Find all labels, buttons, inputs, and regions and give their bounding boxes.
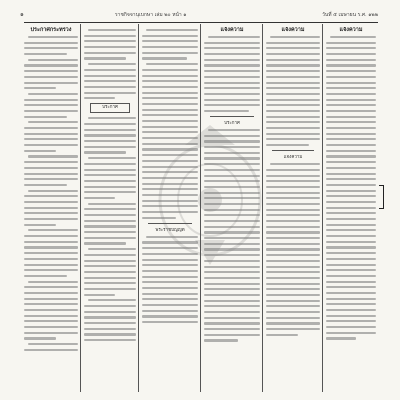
column-6 <box>326 27 376 387</box>
column-body <box>204 129 260 342</box>
column-body <box>142 29 198 219</box>
section-divider <box>272 150 314 151</box>
column-3 <box>142 27 198 387</box>
section-heading: แจ้งความ <box>283 155 303 161</box>
column-heading: แจ้งความ <box>339 27 363 33</box>
masthead-date: วันที่ ๕ เมษายน ร.ศ. ๑๒๒ <box>322 12 378 18</box>
column-body <box>142 236 198 323</box>
column-2 <box>84 27 136 387</box>
section-divider <box>210 116 254 117</box>
section-heading: ประกาศ <box>102 105 118 111</box>
section-heading: ประกาศ <box>224 121 240 127</box>
column-body <box>266 163 320 336</box>
column-heading: แจ้งความ <box>220 27 244 33</box>
section-heading: พระราชบัญญัติ <box>155 227 185 233</box>
column-1 <box>24 27 78 387</box>
column-4 <box>204 27 260 387</box>
column-separator <box>322 24 323 392</box>
column-separator <box>138 24 139 392</box>
column-body <box>84 29 136 99</box>
page-number: ๑ <box>20 11 24 18</box>
bracket-mark <box>379 185 384 209</box>
column-body <box>326 36 376 340</box>
column-heading: แจ้งความ <box>281 27 305 33</box>
column-body <box>266 36 320 146</box>
masthead <box>20 10 378 20</box>
column-body <box>24 36 78 351</box>
column-heading: ประกาศกระทรวง <box>30 27 72 33</box>
column-body <box>204 36 260 112</box>
top-rule <box>24 22 378 23</box>
column-separator <box>200 24 201 392</box>
masthead-publication: ราชกิจจานุเบกษา เล่ม ๒๐ หน้า ๑ <box>115 12 187 18</box>
column-separator <box>262 24 263 392</box>
section-divider <box>148 223 192 224</box>
column-5 <box>266 27 320 387</box>
column-separator <box>80 24 81 392</box>
column-body <box>84 117 136 341</box>
